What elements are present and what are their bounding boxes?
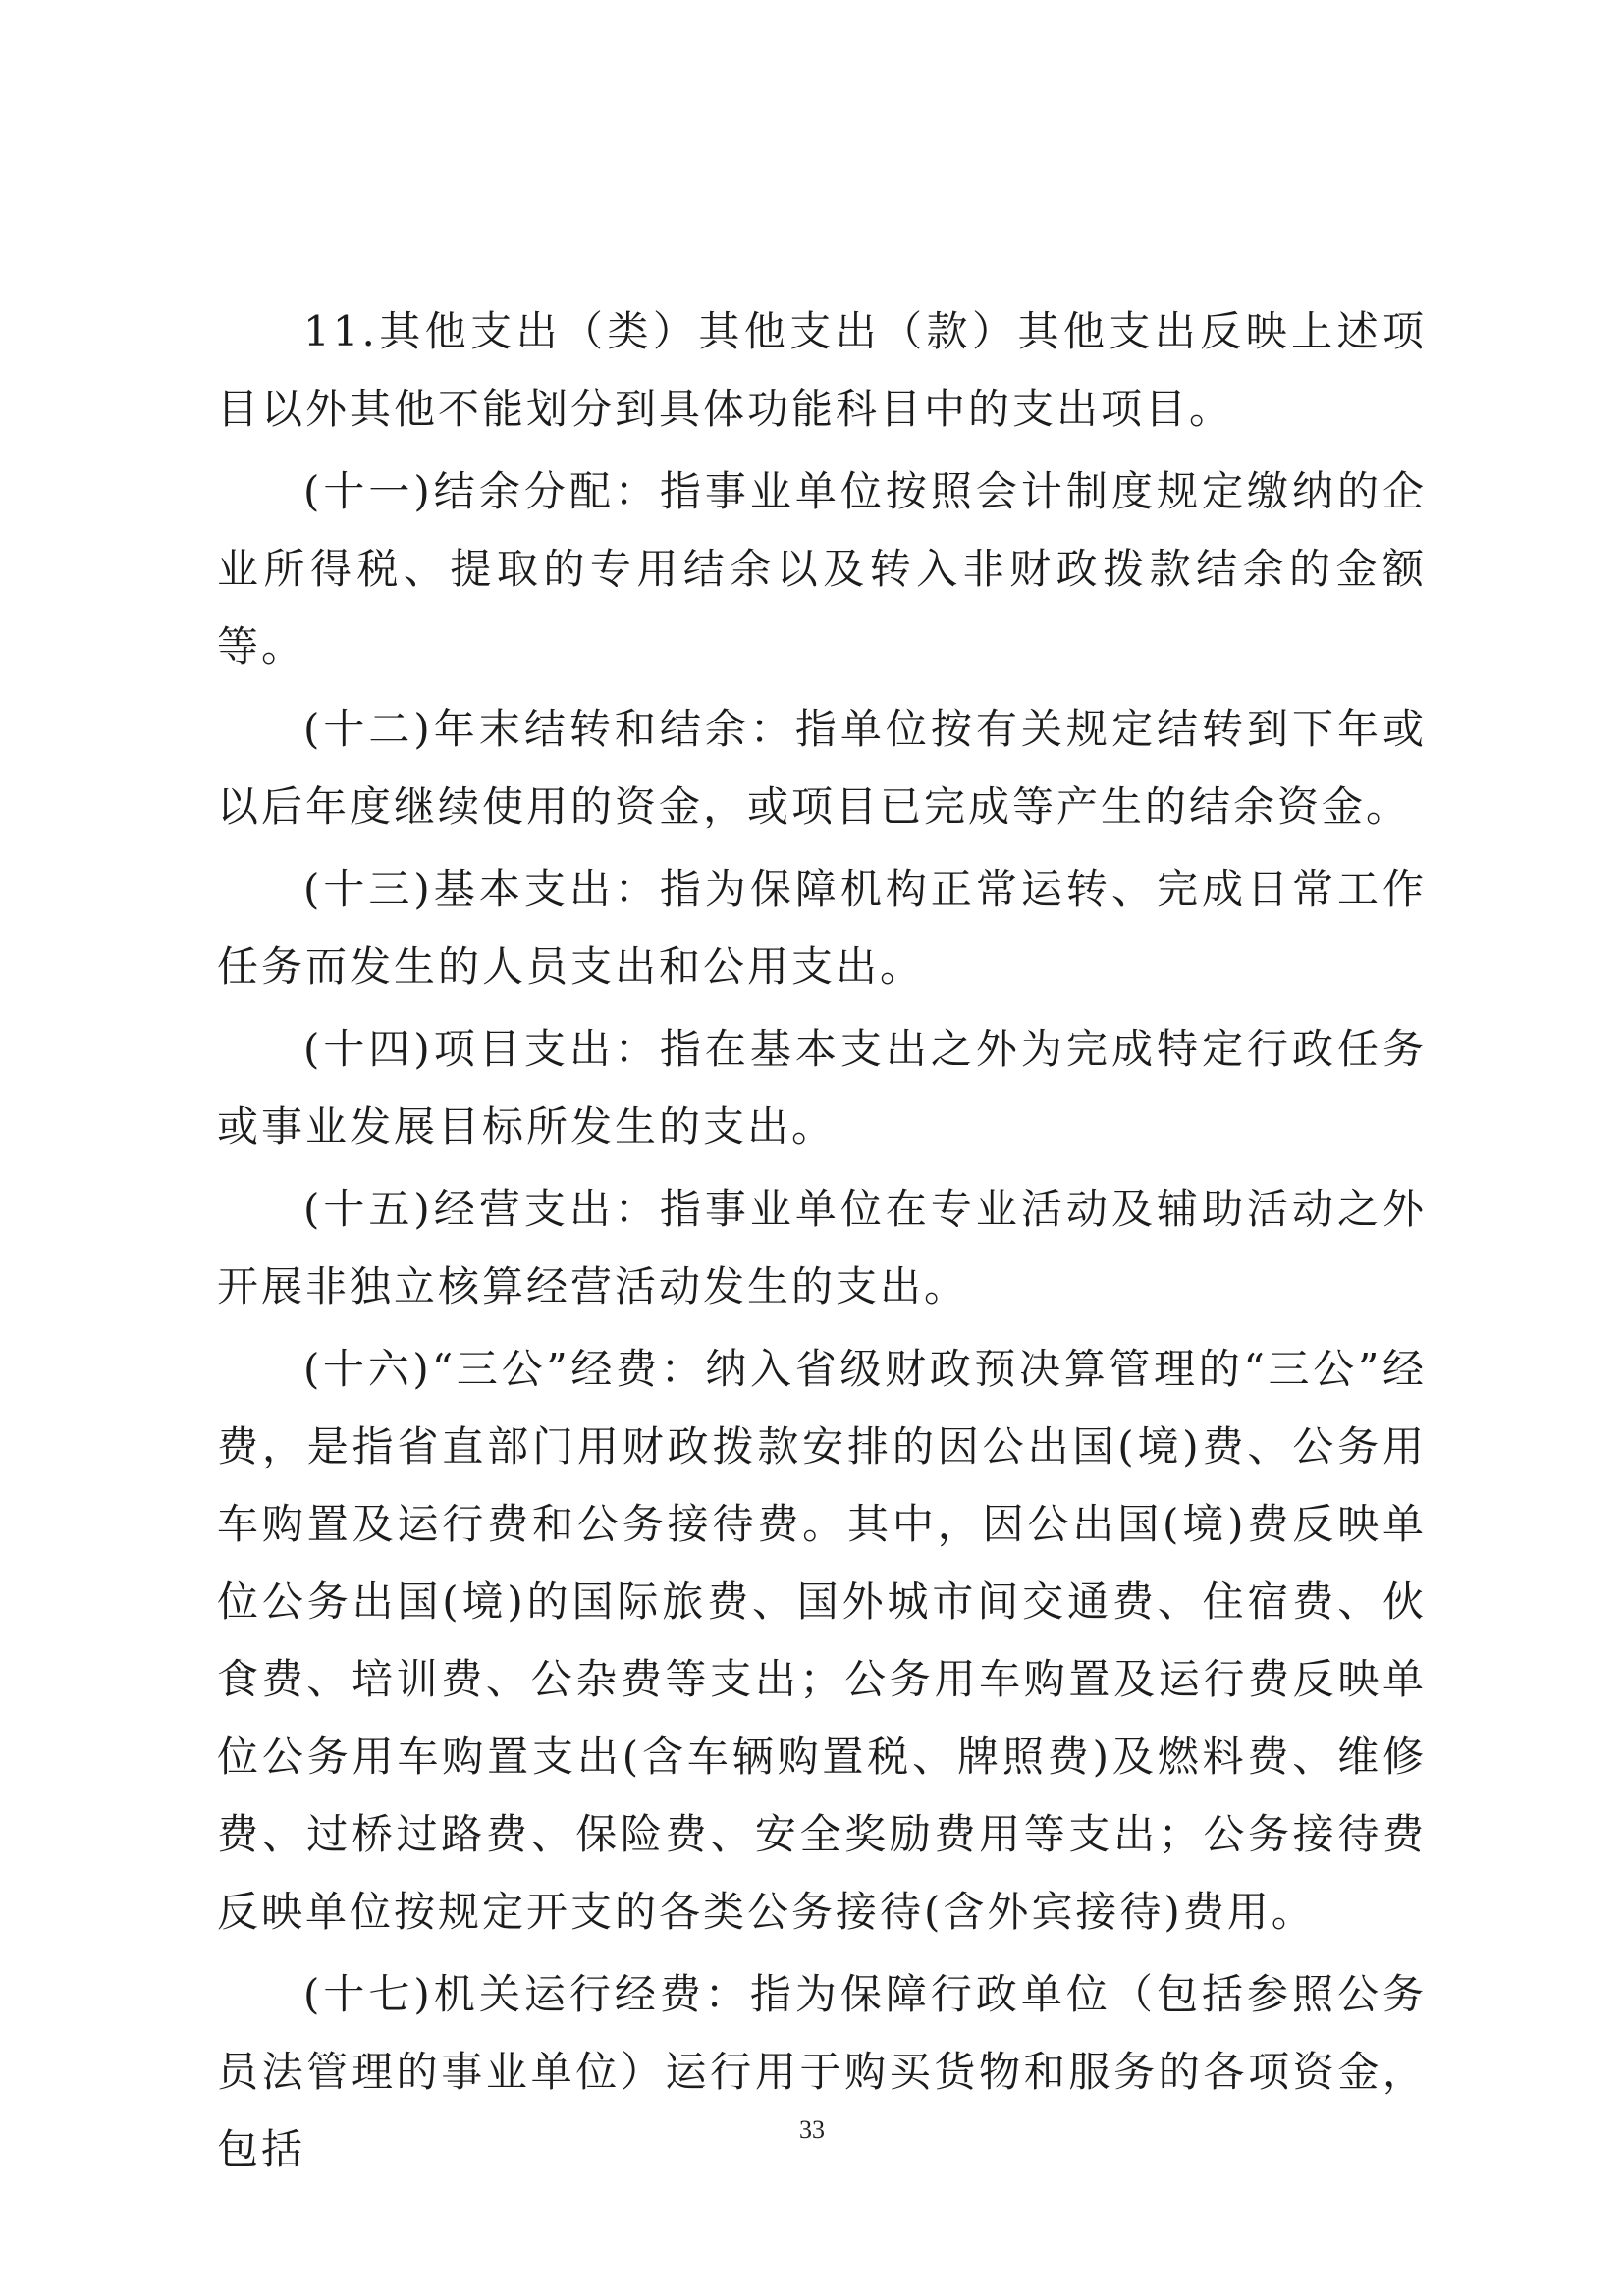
paragraph-project-expenditure: (十四)项目支出：指在基本支出之外为完成特定行政任务或事业发展目标所发生的支出。 bbox=[217, 1025, 1427, 1150]
paragraph-agency-operating-funds: (十七)机关运行经费：指为保障行政单位（包括参照公务员法管理的事业单位）运行用于购买货物和服务的各项资金，包括 bbox=[217, 1970, 1427, 2173]
paragraph-year-end-carryover: (十二)年末结转和结余：指单位按有关规定结转到下年或以后年度继续使用的资金，或项目已完成等产生的结余资金。 bbox=[217, 705, 1427, 830]
document-body bbox=[217, 293, 1427, 2193]
paragraph-basic-expenditure: (十三)基本支出：指为保障机构正常运转、完成日常工作任务而发生的人员支出和公用支出。 bbox=[217, 865, 1427, 990]
paragraph-operating-expenditure: (十五)经营支出：指事业单位在专业活动及辅助活动之外开展非独立核算经营活动发生的支出。 bbox=[217, 1185, 1427, 1310]
paragraph-three-public-expenses: (十六)“三公”经费：纳入省级财政预决算管理的“三公”经费，是指省直部门用财政拨款安排的因公出国(境)费、公务用车购置及运行费和公务接待费。其中，因公出国(境)费反映单位公务出国(境)的国际旅费、国外城市间交通费、住宿费、伙食费、培训费、公杂费等支出；公务用车购置及运行费反映单位公务用车购置支出(含车辆购置税、牌照费)及燃料费、维修费、过桥过路费、保险费、安全奖励费用等支出；公务接待费反映单位按规定开支的各类公务接待(含外宾接待)费用。 bbox=[217, 1345, 1427, 1936]
page-number: 33 bbox=[799, 2115, 825, 2144]
paragraph-surplus-distribution: (十一)结余分配：指事业单位按照会计制度规定缴纳的企业所得税、提取的专用结余以及转入非财政拨款结余的金额等。 bbox=[217, 467, 1427, 670]
paragraph-other-expenditure: 11.其他支出（类）其他支出（款）其他支出反映上述项目以外其他不能划分到具体功能科目中的支出项目。 bbox=[217, 307, 1427, 433]
